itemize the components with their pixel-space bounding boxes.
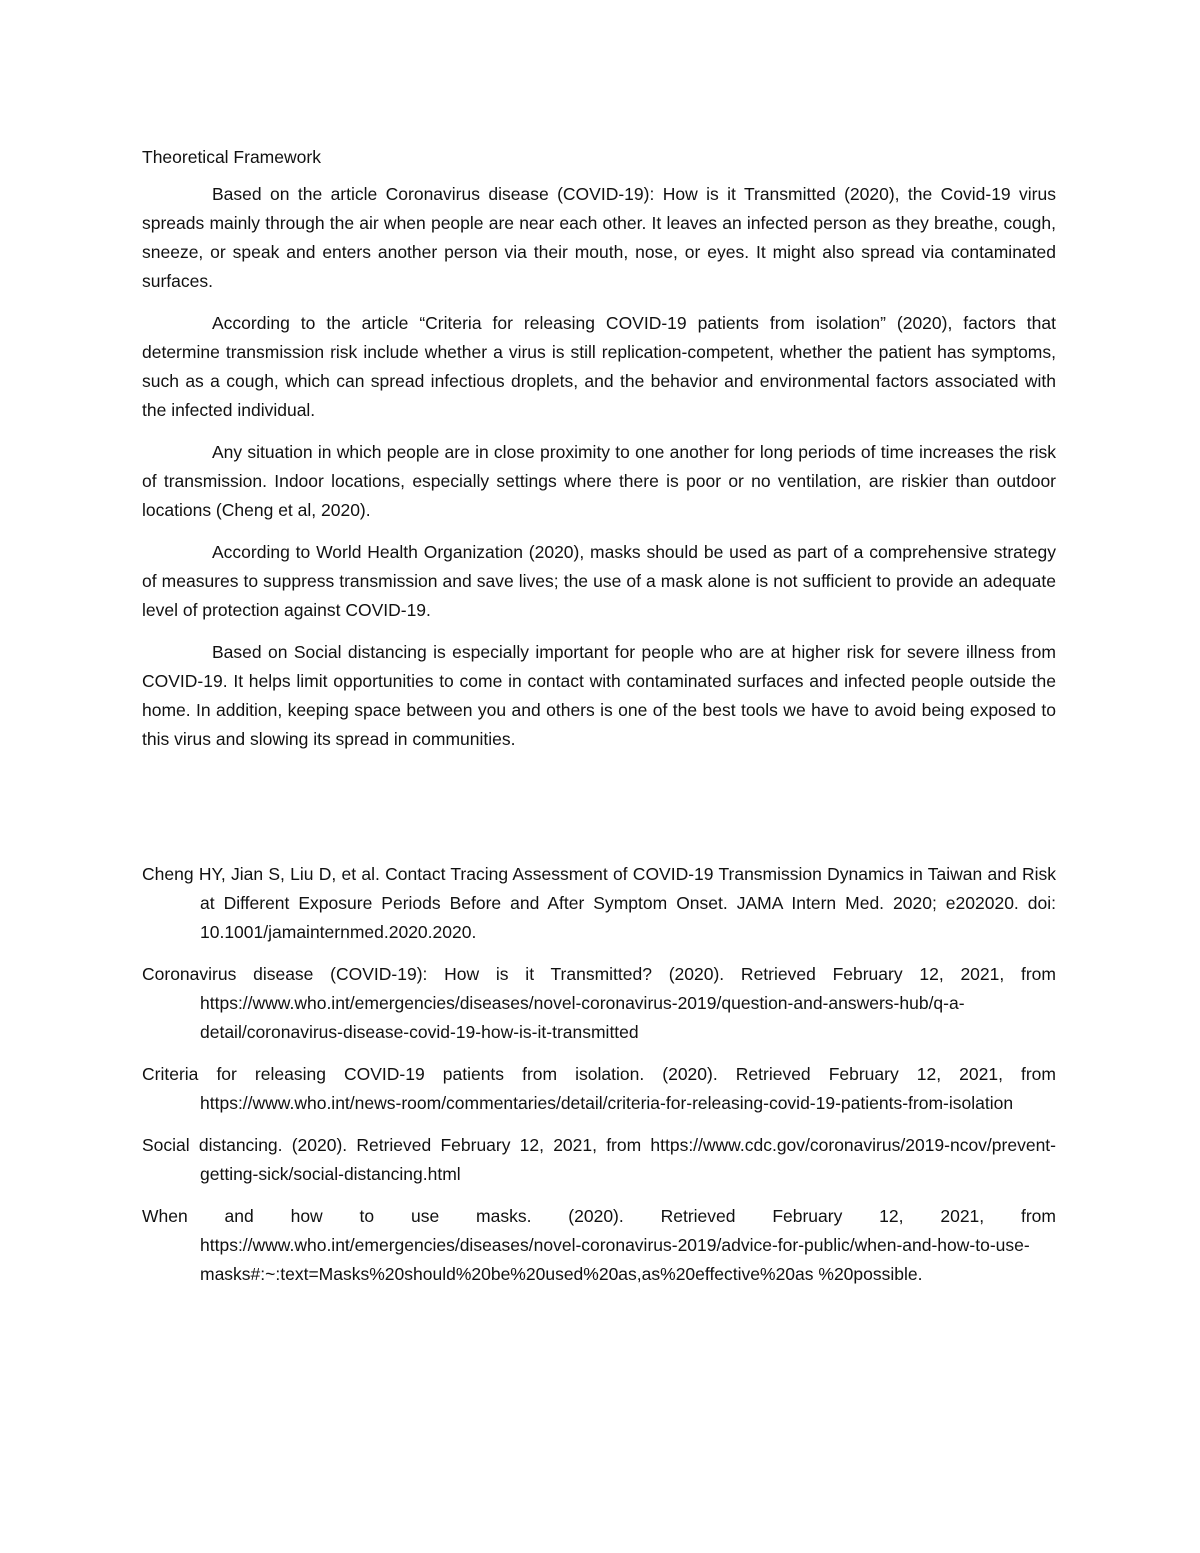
reference-item: Coronavirus disease (COVID-19): How is it Transmitted? (2020). Retrieved February 12, 2021, from https://www.who.int/emergencies/diseases/novel-coronavirus-2019/question-and-answers-hub/q-a-detail/coronavirus-disease-covid-19-how-is-it-transmitted — [142, 964, 1056, 1042]
paragraph-transmission: Based on the article Coronavirus disease (COVID-19): How is it Transmitted (2020), the Covid-19 virus spreads mainly through the air when people are near each other. It leaves an infected person as they breathe, cough, sneeze, or speak and enters another person via their mouth, nose, or eyes. It might also spread via contaminated surfaces. — [142, 184, 1056, 291]
paragraph-isolation-criteria: According to the article “Criteria for releasing COVID-19 patients from isolation” (2020), factors that determine transmission risk include whether a virus is still replication-competent, whether the patient has symptoms, such as a cough, which can spread infectious droplets, and the behavior and environmental factors associated with the infected individual. — [142, 313, 1056, 420]
reference-list — [142, 860, 1056, 1289]
reference-item: Social distancing. (2020). Retrieved February 12, 2021, from https://www.cdc.gov/coronavirus/2019-ncov/prevent-getting-sick/social-distancing.html — [142, 1135, 1056, 1184]
reference-item: When and how to use masks. (2020). Retrieved February 12, 2021, from https://www.who.int/emergencies/diseases/novel-coronavirus-2019/advice-for-public/when-and-how-to-use-masks#:~:text=Masks%20should%20be%20used%20as,as%20effective%20as %20possible. — [142, 1206, 1056, 1284]
reference-item: Criteria for releasing COVID-19 patients from isolation. (2020). Retrieved February 12, 2021, from https://www.who.int/news-room/commentaries/detail/criteria-for-releasing-covid-19-patients-from-isolation — [142, 1064, 1056, 1113]
section-gap — [142, 767, 1056, 860]
reference-item: Cheng HY, Jian S, Liu D, et al. Contact Tracing Assessment of COVID-19 Transmission Dynamics in Taiwan and Risk at Different Exposure Periods Before and After Symptom Onset. JAMA Intern Med. 2020; e202020. doi: 10.1001/jamainternmed.2020.2020. — [142, 864, 1056, 942]
paragraph-social-distancing: Based on Social distancing is especially important for people who are at higher risk for severe illness from COVID-19. It helps limit opportunities to come in contact with contaminated surfaces and infected people outside the home. In addition, keeping space between you and others is one of the best tools we have to avoid being exposed to this virus and slowing its spread in communities. — [142, 642, 1056, 749]
document-body — [142, 143, 1056, 1302]
paragraph-close-proximity: Any situation in which people are in close proximity to one another for long periods of time increases the risk of transmission. Indoor locations, especially settings where there is poor or no ventilation, are riskier than outdoor locations (Cheng et al, 2020). — [142, 442, 1056, 520]
paragraph-masks: According to World Health Organization (2020), masks should be used as part of a comprehensive strategy of measures to suppress transmission and save lives; the use of a mask alone is not sufficient to provide an adequate level of protection against COVID-19. — [142, 542, 1056, 620]
document-title: Theoretical Framework — [142, 147, 321, 167]
